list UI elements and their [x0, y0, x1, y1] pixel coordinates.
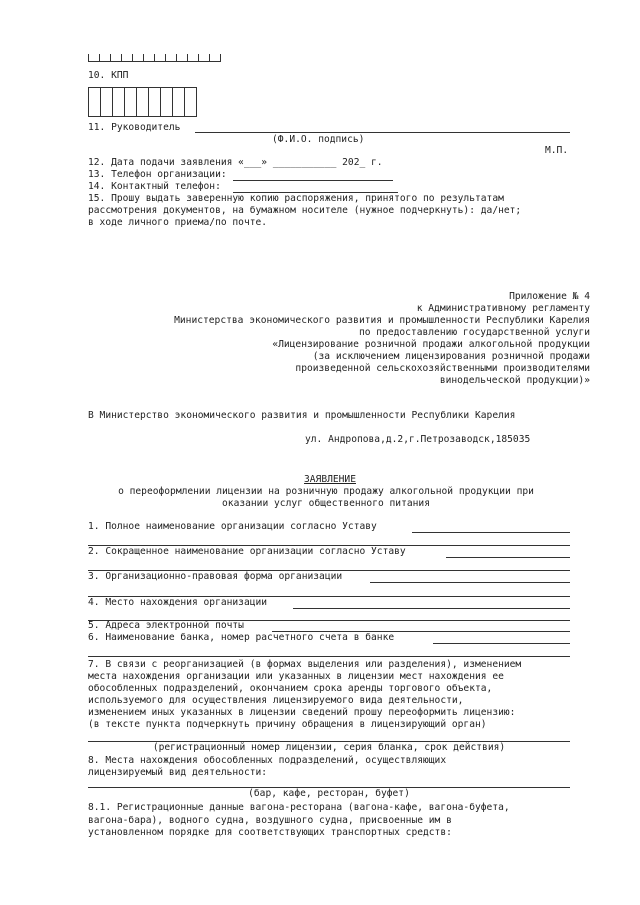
appendix-line: «Лицензирование розничной продажи алкогольной продукции: [272, 339, 590, 350]
appendix-line: по предоставлению государственной услуги: [358, 327, 590, 338]
subdivision-sublabel: (бар, кафе, ресторан, буфет): [248, 788, 410, 799]
item8-line: 8. Места нахождения обособленных подразделений, осуществляющих: [88, 755, 447, 766]
item15-line1: 15. Прошу выдать заверенную копию распоряжения, принятого по результатам: [88, 193, 504, 204]
phone-line[interactable]: [233, 180, 393, 181]
license-number-sublabel: (регистрационный номер лицензии, серия бланка, срок действия): [152, 742, 506, 753]
field-2-input[interactable]: [446, 557, 570, 558]
item15-line3: в ходе личного приема/по почте.: [88, 217, 268, 228]
item81-line: установленном порядке для соответствующих транспортных средств:: [88, 827, 452, 838]
addressee-line2: ул. Андропова,д.2,г.Петрозаводск,185035: [305, 434, 531, 445]
field-6-input[interactable]: [433, 643, 570, 644]
item7-line: 7. В связи с реорганизацией (в формах выделения или разделения), изменением: [88, 659, 522, 670]
appendix-line: Приложение № 4: [509, 291, 590, 302]
mp-label: М.П.: [545, 145, 569, 156]
item7-line: (в тексте пункта подчеркнуть причину обращения в лицензирующий орган): [88, 719, 487, 730]
appendix-line: (за исключением лицензирования розничной продажи: [312, 351, 590, 362]
item81-line: вагона-бара), водного судна, воздушного судна, присвоенные им в: [88, 815, 452, 826]
item7-line: изменением иных указанных в лицензии сведений прошу переоформить лицензию:: [88, 707, 516, 718]
head-label: 11. Руководитель: [88, 122, 181, 133]
item7-line: используемого для осуществления лицензируемого вида деятельности,: [88, 695, 464, 706]
field-1-input[interactable]: [412, 532, 570, 533]
contact-label: 14. Контактный телефон:: [88, 181, 221, 192]
date-label: 12. Дата подачи заявления «___» ___________ 202_ г.: [88, 157, 383, 168]
appendix-line: винодельческой продукции)»: [439, 375, 590, 386]
item8-line: лицензируемый вид деятельности:: [88, 767, 268, 778]
appendix-line: Министерства экономического развития и промышленности Республики Карелия: [174, 315, 590, 326]
kpp-cells[interactable]: [88, 87, 197, 117]
field-1-label: 1. Полное наименование организации согласно Уставу: [88, 521, 377, 532]
item7-line: обособленных подразделений, окончанием срока аренды торгового объекта,: [88, 683, 493, 694]
field-4-input[interactable]: [293, 608, 570, 609]
addressee-line1: В Министерство экономического развития и промышленности Республики Карелия: [88, 410, 516, 421]
field-3-input[interactable]: [370, 582, 570, 583]
statement-title: ЗАЯВЛЕНИЕ: [304, 474, 356, 485]
appendix-line: к Административному регламенту: [416, 303, 590, 314]
phone-label: 13. Телефон организации:: [88, 169, 227, 180]
field-4-label: 4. Место нахождения организации: [88, 597, 268, 608]
field-6-input-2[interactable]: [88, 656, 570, 657]
statement-subtitle-1: о переоформлении лицензии на розничную продажу алкогольной продукции при: [118, 486, 534, 497]
inn-cells[interactable]: [88, 54, 221, 62]
head-sublabel: (Ф.И.О. подпись): [272, 134, 365, 145]
field-5-label: 5. Адреса электронной почты: [88, 620, 244, 631]
field-2-label: 2. Сокращенное наименование организации согласно Уставу: [88, 546, 406, 557]
kpp-label: 10. КПП: [88, 70, 129, 81]
item81-line: 8.1. Регистрационные данные вагона-ресторана (вагона-кафе, вагона-буфета,: [88, 802, 510, 813]
item15-line2: рассмотрения документов, на бумажном носителе (нужное подчеркнуть): да/нет;: [88, 205, 522, 216]
head-line[interactable]: [195, 132, 570, 133]
field-3-label: 3. Организационно-правовая форма организации: [88, 571, 343, 582]
statement-subtitle-2: оказании услуг общественного питания: [222, 498, 430, 509]
appendix-line: произведенной сельскохозяйственными производителями: [295, 363, 590, 374]
field-6-label: 6. Наименование банка, номер расчетного счета в банке: [88, 632, 395, 643]
item7-line: места нахождения организации или указанных в лицензии мест нахождения ее: [88, 671, 504, 682]
